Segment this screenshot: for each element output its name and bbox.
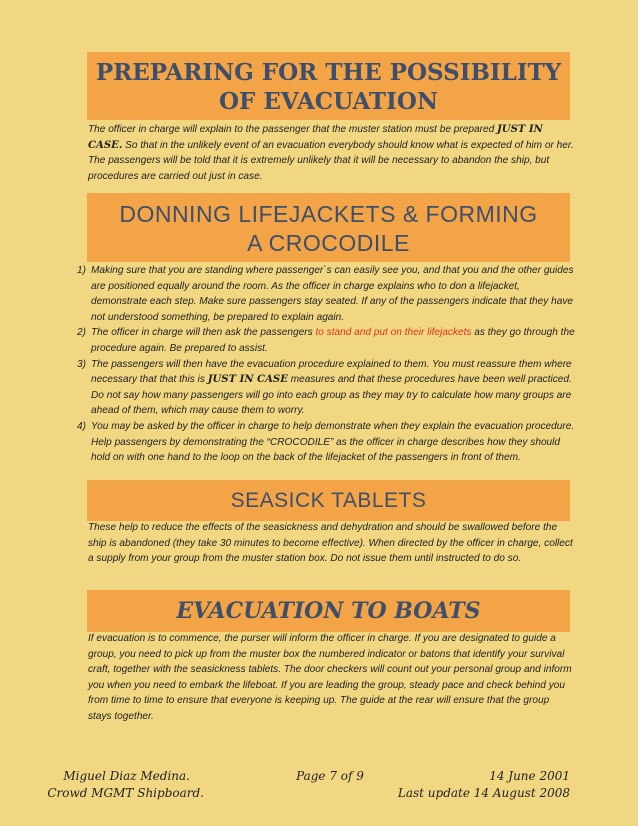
- heading-line: OF EVACUATION: [219, 88, 438, 115]
- footer-right: [380, 768, 570, 802]
- footer-date: 14 June 2001: [489, 769, 570, 783]
- item-number: 2): [77, 327, 86, 339]
- text: So that in the unlikely event of an evacuation everybody should know what is expected of him or her. The passengers will be told that it is extremely unlikely that it will be necessary to abandon the ship, but procedures are carried out just in case.: [88, 139, 574, 182]
- list-item: [60, 419, 576, 466]
- item-text: The passengers will then have the evacuation procedure explained to them. You must reassure them where necessary that that this is: [91, 358, 572, 386]
- item-number: 4): [77, 420, 86, 432]
- footer-left: [44, 768, 204, 802]
- heading-line: A CROCODILE: [247, 230, 410, 256]
- footer-page: Page 7 of 9: [296, 769, 364, 783]
- footer-updated: Last update 14 August 2008: [397, 786, 570, 800]
- list-item: [60, 263, 576, 325]
- item-text: You may be asked by the officer in charge to help demonstrate when they explain the evacuation procedure. Help passengers by demonstrating the “CROCODILE” as the officer in charge describes how they should hold on with one hand to the loop on the back of the lifejacket of the passengers in front of them.: [91, 420, 575, 464]
- evacuation-paragraph: If evacuation is to commence, the purser will inform the officer in charge. If you are designated to guide a group, you need to pick up from the muster box the numbered indicator or batons that identify your survival craft, together with the seasickness tablets. The door checkers will count out your personal group and inform you when you need to embark the lifeboat. If you are leading the group, steady pace and check behind you from time to time to ensure that everyone is keeping up. The guide at the rear will ensure that the group stays together.: [88, 633, 572, 722]
- emphasis: JUST IN CASE: [207, 374, 288, 386]
- footer-org: Crowd MGMT Shipboard.: [47, 786, 204, 800]
- item-number: 1): [77, 265, 86, 276]
- heading-preparing-evacuation: [87, 52, 570, 120]
- text: The officer in charge will explain to the passenger that the muster station must be prepared: [88, 124, 498, 135]
- heading-donning-lifejackets: [87, 193, 570, 262]
- item-text: as they go through the procedure again. Be prepared to assist.: [91, 327, 575, 354]
- heading-seasick-tablets: SEASICK TABLETS: [87, 480, 570, 521]
- preparing-paragraph: [88, 122, 574, 184]
- item-text: The officer in charge will then ask the passengers: [91, 327, 316, 339]
- item-number: 3): [77, 358, 86, 370]
- item-text: measures and that these procedures have been well practiced. Do not say how many passengers will go into each group as they may try to calculate how many groups are ahead of them, which may cause them to worry.: [91, 374, 572, 417]
- heading-line: DONNING LIFEJACKETS & FORMING: [119, 201, 538, 227]
- footer-author: Miguel Diaz Medina.: [63, 769, 190, 783]
- highlighted-text: to stand and put on their lifejackets: [315, 327, 472, 339]
- item-text: Making sure that you are standing where passenger`s can easily see you, and that you and the other guides are positioned equally around the room. As the officer in charge explains who to don a lifejacket, demonstrate each step. Make sure passengers stay seated. If any of the passengers indicate that they have not understood something, be prepared to explain again.: [91, 265, 574, 323]
- list-item: [60, 325, 576, 356]
- list-item: [60, 357, 576, 419]
- seasick-paragraph: These help to reduce the effects of the seasickness and dehydration and should be swallowed before the ship is abandoned (they take 30 minutes to become effective). When directed by the officer in charge, collect a supply from your group from the muster station box. Do not issue them until instructed to do so.: [88, 522, 573, 565]
- heading-evacuation-to-boats: EVACUATION TO BOATS: [87, 590, 570, 632]
- emphasis: JUST IN CASE.: [88, 124, 543, 151]
- heading-line: PREPARING FOR THE POSSIBILITY: [95, 59, 562, 86]
- lifejacket-steps-list: [60, 263, 576, 466]
